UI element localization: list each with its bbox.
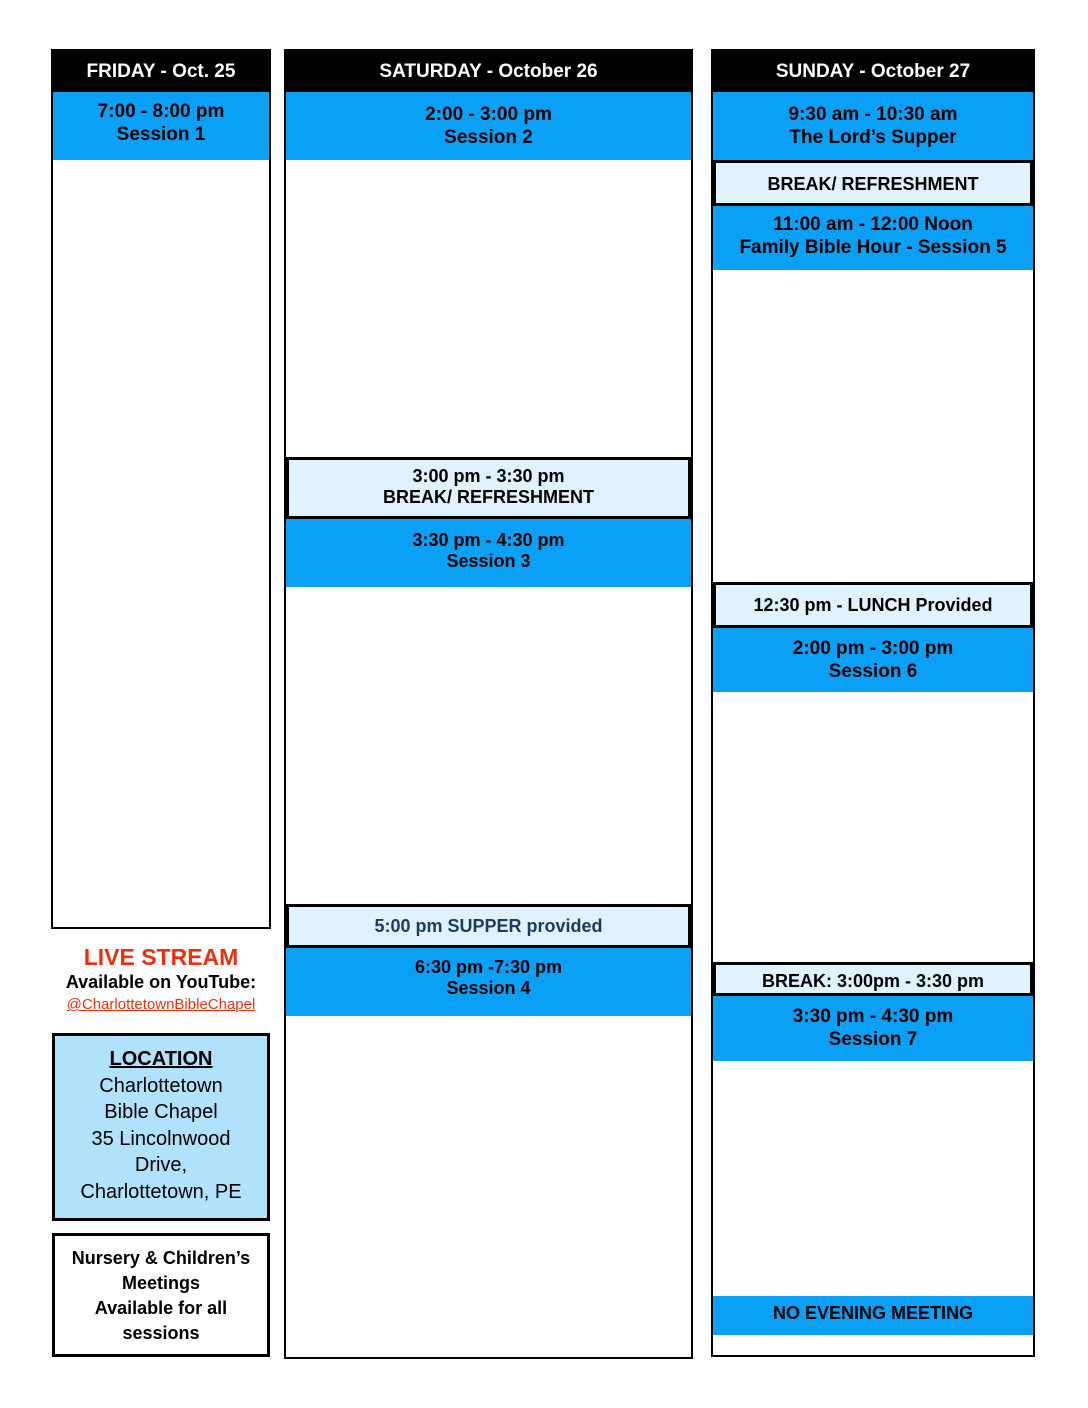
saturday-break-block [286,457,691,519]
sunday-break-1-label: BREAK/ REFRESHMENT [767,174,979,194]
saturday-break-label: BREAK/ REFRESHMENT [382,487,594,507]
session-2-time: 2:00 - 3:00 pm [425,104,552,125]
live-stream-subtitle: Available on YouTube: [65,972,257,992]
session-7-block [713,996,1033,1061]
session-1-name: Session 1 [116,124,206,145]
youtube-handle-link[interactable]: @CharlottetownBibleChapel [66,996,256,1013]
session-2-name: Session 2 [444,127,533,148]
no-evening-block [713,1296,1033,1335]
lords-supper-block [713,92,1033,160]
session-4-name: Session 4 [446,978,531,998]
sunday-column [711,49,1035,1357]
nursery-line: Meetings [121,1273,200,1293]
session-4-time: 6:30 pm -7:30 pm [414,957,563,977]
nursery-line: sessions [122,1323,200,1343]
lunch-block [713,582,1033,628]
sunday-header: SUNDAY - October 27 [713,51,1033,92]
session-3-block [286,519,691,587]
live-stream-title: LIVE STREAM [83,944,239,970]
session-3-name: Session 3 [446,551,531,571]
session-5-time: 11:00 am - 12:00 Noon [773,214,973,235]
saturday-header: SATURDAY - October 26 [286,51,691,92]
location-line: Charlottetown [99,1074,223,1097]
session-3-time: 3:30 pm - 4:30 pm [412,530,565,550]
session-6-block [713,628,1033,692]
location-box [52,1033,270,1221]
no-evening-label: NO EVENING MEETING [772,1303,974,1323]
supper-block [286,904,691,948]
session-1-time: 7:00 - 8:00 pm [97,101,225,122]
location-line: Charlottetown, PE [80,1180,242,1203]
session-6-time: 2:00 pm - 3:00 pm [792,638,954,659]
session-4-block [286,948,691,1016]
session-5-name: Family Bible Hour - Session 5 [739,237,1007,258]
location-title: LOCATION [109,1048,213,1070]
location-line: Bible Chapel [104,1101,218,1123]
session-7-time: 3:30 pm - 4:30 pm [792,1006,954,1027]
session-2-block [286,92,691,160]
location-line: Drive, [134,1154,188,1176]
nursery-line: Nursery & Children’s [71,1248,251,1268]
session-5-block [713,206,1033,270]
session-1-block [53,92,269,160]
session-7-name: Session 7 [828,1029,918,1050]
sunday-break-2-block [713,962,1033,996]
lords-supper-time: 9:30 am - 10:30 am [788,104,958,125]
friday-column [51,49,271,929]
friday-header: FRIDAY - Oct. 25 [53,51,269,92]
lunch-label: 12:30 pm - LUNCH Provided [753,595,993,615]
lords-supper-name: The Lord’s Supper [789,127,957,148]
session-6-name: Session 6 [828,661,918,682]
sunday-break-1-block [713,160,1033,206]
location-line: 35 Lincolnwood [91,1127,231,1150]
saturday-break-time: 3:00 pm - 3:30 pm [412,466,565,486]
sunday-break-2-label: BREAK: 3:00pm - 3:30 pm [761,971,985,991]
saturday-column [284,49,693,1359]
supper-label: 5:00 pm SUPPER provided [374,916,603,936]
nursery-line: Available for all [94,1298,228,1318]
nursery-box [52,1233,270,1357]
